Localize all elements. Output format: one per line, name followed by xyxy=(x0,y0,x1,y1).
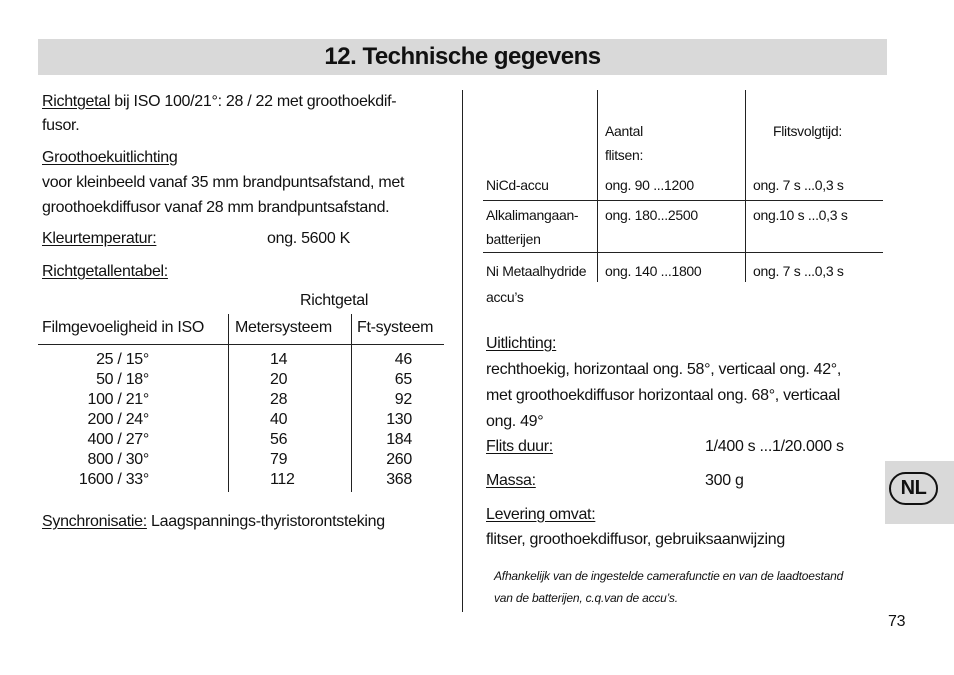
iso-cell: 1600 / 33° xyxy=(78,471,149,488)
footnote-line-1: Afhankelijk van de ingestelde camerafunctie en van de laadtoestand xyxy=(494,569,844,583)
flitsduur-label: Flits duur: xyxy=(486,438,553,455)
meter-cell: 79 xyxy=(270,451,288,468)
rrow-2-volg: ong.10 s ...0,3 s xyxy=(753,207,848,223)
rtable-vline-1 xyxy=(597,90,598,282)
richtgetal-label: Richtgetal xyxy=(42,93,111,110)
sync-label: Synchronisatie: xyxy=(42,513,147,530)
groothoek-line-1: voor kleinbeeld vanaf 35 mm brandpuntsafstand, met xyxy=(42,174,405,191)
levering-value: flitser, groothoekdiffusor, gebruiksaanwijzing xyxy=(486,531,785,548)
ft-cell: 46 xyxy=(394,351,412,368)
rrow-3-volg: ong. 7 s ...0,3 s xyxy=(753,263,844,279)
ft-cell: 65 xyxy=(394,371,412,388)
ft-cell: 260 xyxy=(386,451,412,468)
rrow-2-name-1: Alkalimangaan- xyxy=(486,207,579,223)
sync-line xyxy=(42,512,385,532)
tabel-col-iso: Filmgevoeligheid in ISO xyxy=(42,319,205,336)
uitlichting-label: Uitlichting: xyxy=(486,335,557,352)
sync-value: Laagspannings-thyristorontsteking xyxy=(146,513,385,530)
table-row xyxy=(38,350,444,370)
page-number: 73 xyxy=(888,613,906,630)
flitsduur-value: 1/400 s ...1/20.000 s xyxy=(705,438,844,455)
massa-label: Massa: xyxy=(486,472,536,489)
levering-label: Levering omvat: xyxy=(486,506,596,523)
rrow-2-name-2: batterijen xyxy=(486,231,541,247)
rrow-1-aantal: ong. 90 ...1200 xyxy=(605,177,694,193)
rtable-col-aantal-2: flitsen: xyxy=(605,147,644,163)
kleurtemp-label: Kleurtemperatur: xyxy=(42,230,157,247)
ft-cell: 92 xyxy=(394,391,412,408)
massa-value: 300 g xyxy=(705,472,744,489)
kleurtemp-value: ong. 5600 K xyxy=(267,230,350,247)
iso-cell: 400 / 27° xyxy=(87,431,149,448)
table-row xyxy=(38,370,444,390)
column-divider xyxy=(462,90,463,612)
rrow-3-name-2: accu’s xyxy=(486,289,524,305)
rtable-hline-1 xyxy=(483,200,883,201)
rrow-2-aantal: ong. 180...2500 xyxy=(605,207,698,223)
iso-cell: 25 / 15° xyxy=(96,351,149,368)
rtable-hline-2 xyxy=(483,252,883,253)
rrow-1-volg: ong. 7 s ...0,3 s xyxy=(753,177,844,193)
table-row xyxy=(38,450,444,470)
ft-cell: 130 xyxy=(386,411,412,428)
tabel-col-ft: Ft-systeem xyxy=(357,319,434,336)
richtgetal-text: bij ISO 100/21°: 28 / 22 met groothoekdif- xyxy=(110,93,397,110)
meter-cell: 14 xyxy=(270,351,288,368)
tabel-col-meter: Metersysteem xyxy=(235,319,332,336)
richtgetal-line xyxy=(42,92,396,112)
tabel-divider xyxy=(38,344,444,345)
rrow-3-name-1: Ni Metaalhydride xyxy=(486,263,587,279)
table-row xyxy=(38,470,444,490)
uitlichting-line-1: rechthoekig, horizontaal ong. 58°, verticaal ong. 42°, xyxy=(486,361,842,378)
meter-cell: 20 xyxy=(270,371,288,388)
groothoek-label: Groothoekuitlichting xyxy=(42,149,178,166)
table-row xyxy=(38,430,444,450)
ft-cell: 368 xyxy=(386,471,412,488)
iso-cell: 200 / 24° xyxy=(87,411,149,428)
meter-cell: 112 xyxy=(270,471,295,488)
richtgetal-text-2: fusor. xyxy=(42,117,80,134)
rtable-col-volg: Flitsvolgtijd: xyxy=(773,123,842,139)
rrow-1-name: NiCd-accu xyxy=(486,177,549,193)
uitlichting-line-3: ong. 49° xyxy=(486,413,544,430)
footnote-line-2: van de batterijen, c.q.van de accu’s. xyxy=(494,591,678,605)
groothoek-line-2: groothoekdiffusor vanaf 28 mm brandpuntsafstand. xyxy=(42,199,390,216)
rrow-3-aantal: ong. 140 ...1800 xyxy=(605,263,702,279)
tabel-label: Richtgetallentabel: xyxy=(42,263,168,280)
table-row xyxy=(38,390,444,410)
tabel-body xyxy=(38,350,444,490)
uitlichting-line-2: met groothoekdiffusor horizontaal ong. 68°, verticaal xyxy=(486,387,840,404)
iso-cell: 100 / 21° xyxy=(87,391,149,408)
ft-cell: 184 xyxy=(386,431,412,448)
table-row xyxy=(38,410,444,430)
iso-cell: 50 / 18° xyxy=(96,371,149,388)
language-badge: NL xyxy=(889,472,938,505)
meter-cell: 28 xyxy=(270,391,288,408)
rtable-vline-2 xyxy=(745,90,746,282)
tabel-group-header: Richtgetal xyxy=(300,292,369,309)
page-title: 12. Technische gegevens xyxy=(324,43,601,70)
rtable-col-aantal-1: Aantal xyxy=(605,123,643,139)
meter-cell: 40 xyxy=(270,411,288,428)
iso-cell: 800 / 30° xyxy=(87,451,149,468)
meter-cell: 56 xyxy=(270,431,288,448)
